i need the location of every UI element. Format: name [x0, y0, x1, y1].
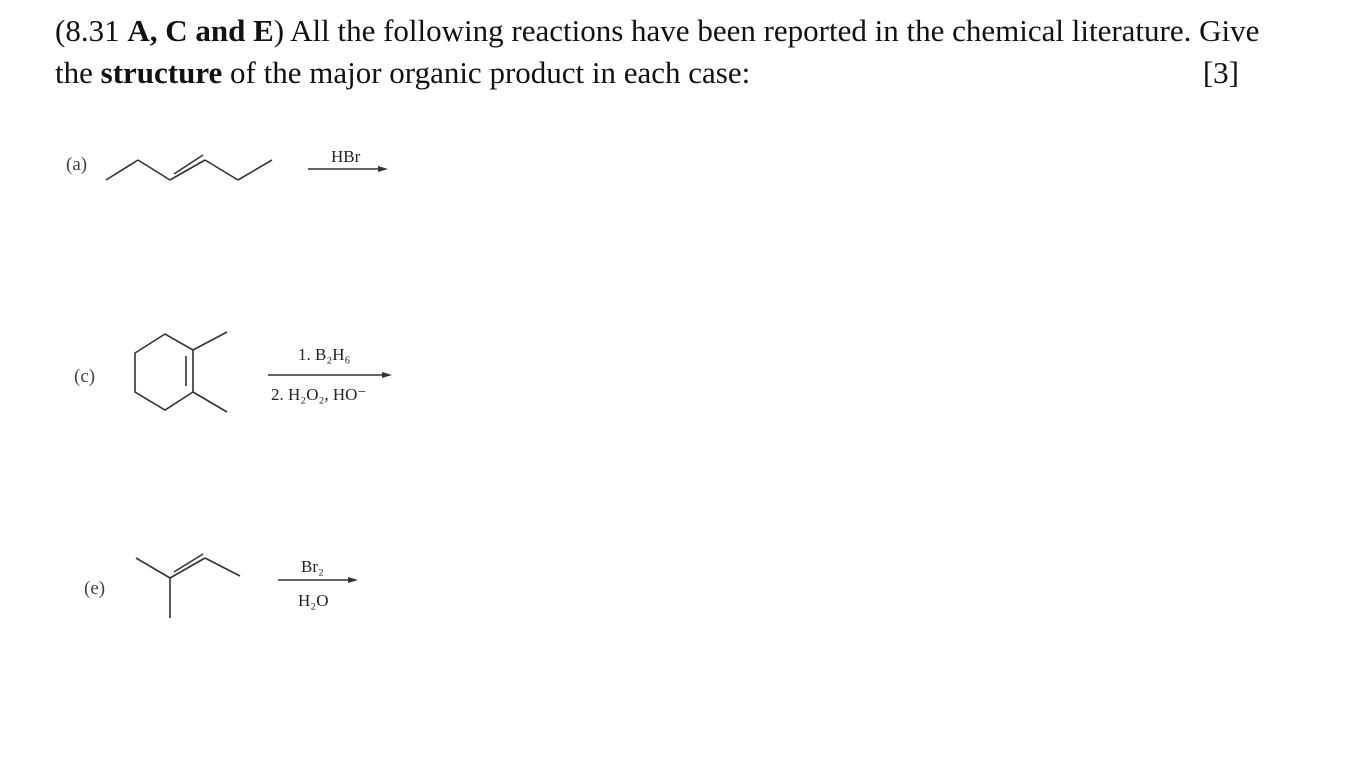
- question-parts: A, C and E: [127, 13, 274, 48]
- marks-label: [3]: [1202, 55, 1239, 90]
- question-prefix: (8.31: [55, 13, 128, 48]
- reaction-c-label: (c): [74, 366, 96, 387]
- reaction-c-reagent-step1: 1. B₂H₆: [298, 345, 351, 364]
- reaction-e-reagent-bottom: H₂O: [298, 591, 329, 610]
- reaction-e-label: (e): [84, 578, 106, 599]
- reaction-a-label: (a): [66, 154, 88, 175]
- question-line2-end: of the major organic product in each case:: [222, 55, 751, 90]
- reaction-a-reagent: HBr: [331, 147, 361, 166]
- question-structure-word: structure: [100, 55, 223, 90]
- reaction-c-reagent-step2: 2. H₂O₂, HO⁻: [271, 385, 367, 404]
- reaction-e-reagent-top: Br₂: [301, 557, 324, 576]
- question-line1-rest: ) All the following reactions have been reported in the chemical literature. Give: [273, 13, 1260, 48]
- question-line2-start: the: [55, 55, 101, 90]
